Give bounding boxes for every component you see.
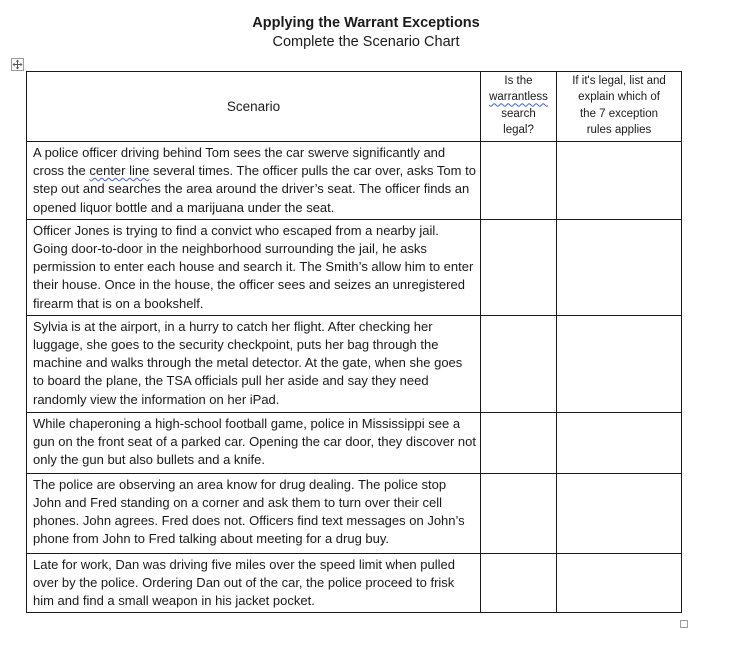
table-row bbox=[27, 412, 682, 473]
header-legal: Is the warrantless search legal? bbox=[481, 72, 557, 142]
scenario-text[interactable]: While chaperoning a high-school football game, police in Mississippi see a gun on the front seat of a parked car. Opening the car door, they discover not only the gun but also bullets and a knife. bbox=[27, 412, 481, 473]
scenario-text[interactable]: Officer Jones is trying to find a convict who escaped from a nearby jail. Going door-to-door in the neighborhood surrounding the jail, he asks permission to enter each house and search it. The Smith’s allow him to enter their house. Once in the house, the officer sees and seizes an unregistered firearm that is on a bookshelf. bbox=[27, 219, 481, 315]
header-scenario: Scenario bbox=[27, 72, 481, 142]
exception-answer-cell[interactable] bbox=[557, 473, 682, 553]
move-arrows-icon bbox=[12, 59, 23, 70]
document-subtitle: Complete the Scenario Chart bbox=[272, 34, 460, 50]
legal-answer-cell[interactable] bbox=[481, 219, 557, 315]
table-row bbox=[27, 219, 682, 315]
exception-answer-cell[interactable] bbox=[557, 142, 682, 220]
scenario-text[interactable]: Late for work, Dan was driving five miles over the speed limit when pulled over by the police. Ordering Dan out of the car, the police proceed to frisk him and find a small weapon in his jacket pocket. bbox=[27, 553, 481, 613]
legal-answer-cell[interactable] bbox=[481, 412, 557, 473]
exception-answer-cell[interactable] bbox=[557, 553, 682, 613]
table-header-row bbox=[27, 72, 682, 142]
table-row bbox=[27, 553, 682, 613]
exception-answer-cell[interactable] bbox=[557, 315, 682, 412]
legal-answer-cell[interactable] bbox=[481, 315, 557, 412]
table-row bbox=[27, 473, 682, 553]
scenario-chart-table bbox=[26, 71, 682, 613]
document-title: Applying the Warrant Exceptions bbox=[252, 15, 480, 31]
table-resize-handle[interactable] bbox=[680, 620, 688, 628]
legal-answer-cell[interactable] bbox=[481, 473, 557, 553]
scenario-text[interactable]: The police are observing an area know for drug dealing. The police stop John and Fred standing on a corner and ask them to turn over their cell phones. John agrees. Fred does not. Officers find text messages on John’s phone from John to Fred talking about meeting for a drug buy. bbox=[27, 473, 481, 553]
legal-answer-cell[interactable] bbox=[481, 553, 557, 613]
table-row bbox=[27, 142, 682, 220]
legal-answer-cell[interactable] bbox=[481, 142, 557, 220]
exception-answer-cell[interactable] bbox=[557, 412, 682, 473]
scenario-text[interactable]: Sylvia is at the airport, in a hurry to catch her flight. After checking her luggage, she goes to the security checkpoint, puts her bag through the machine and walks through the metal detector. At the gate, when she goes to board the plane, the TSA officials pull her aside and say they need randomly view the information on her iPad. bbox=[27, 315, 481, 412]
table-move-handle[interactable] bbox=[11, 58, 24, 71]
scenario-text[interactable]: A police officer driving behind Tom sees the car swerve significantly and cross the center line several times. The officer pulls the car over, asks Tom to step out and searches the area around the driver’s seat. The officer finds an opened liquor bottle and a marijuana under the seat. bbox=[27, 142, 481, 220]
header-exception: If it's legal, list and explain which of the 7 exception rules applies bbox=[557, 72, 682, 142]
table-row bbox=[27, 315, 682, 412]
exception-answer-cell[interactable] bbox=[557, 219, 682, 315]
